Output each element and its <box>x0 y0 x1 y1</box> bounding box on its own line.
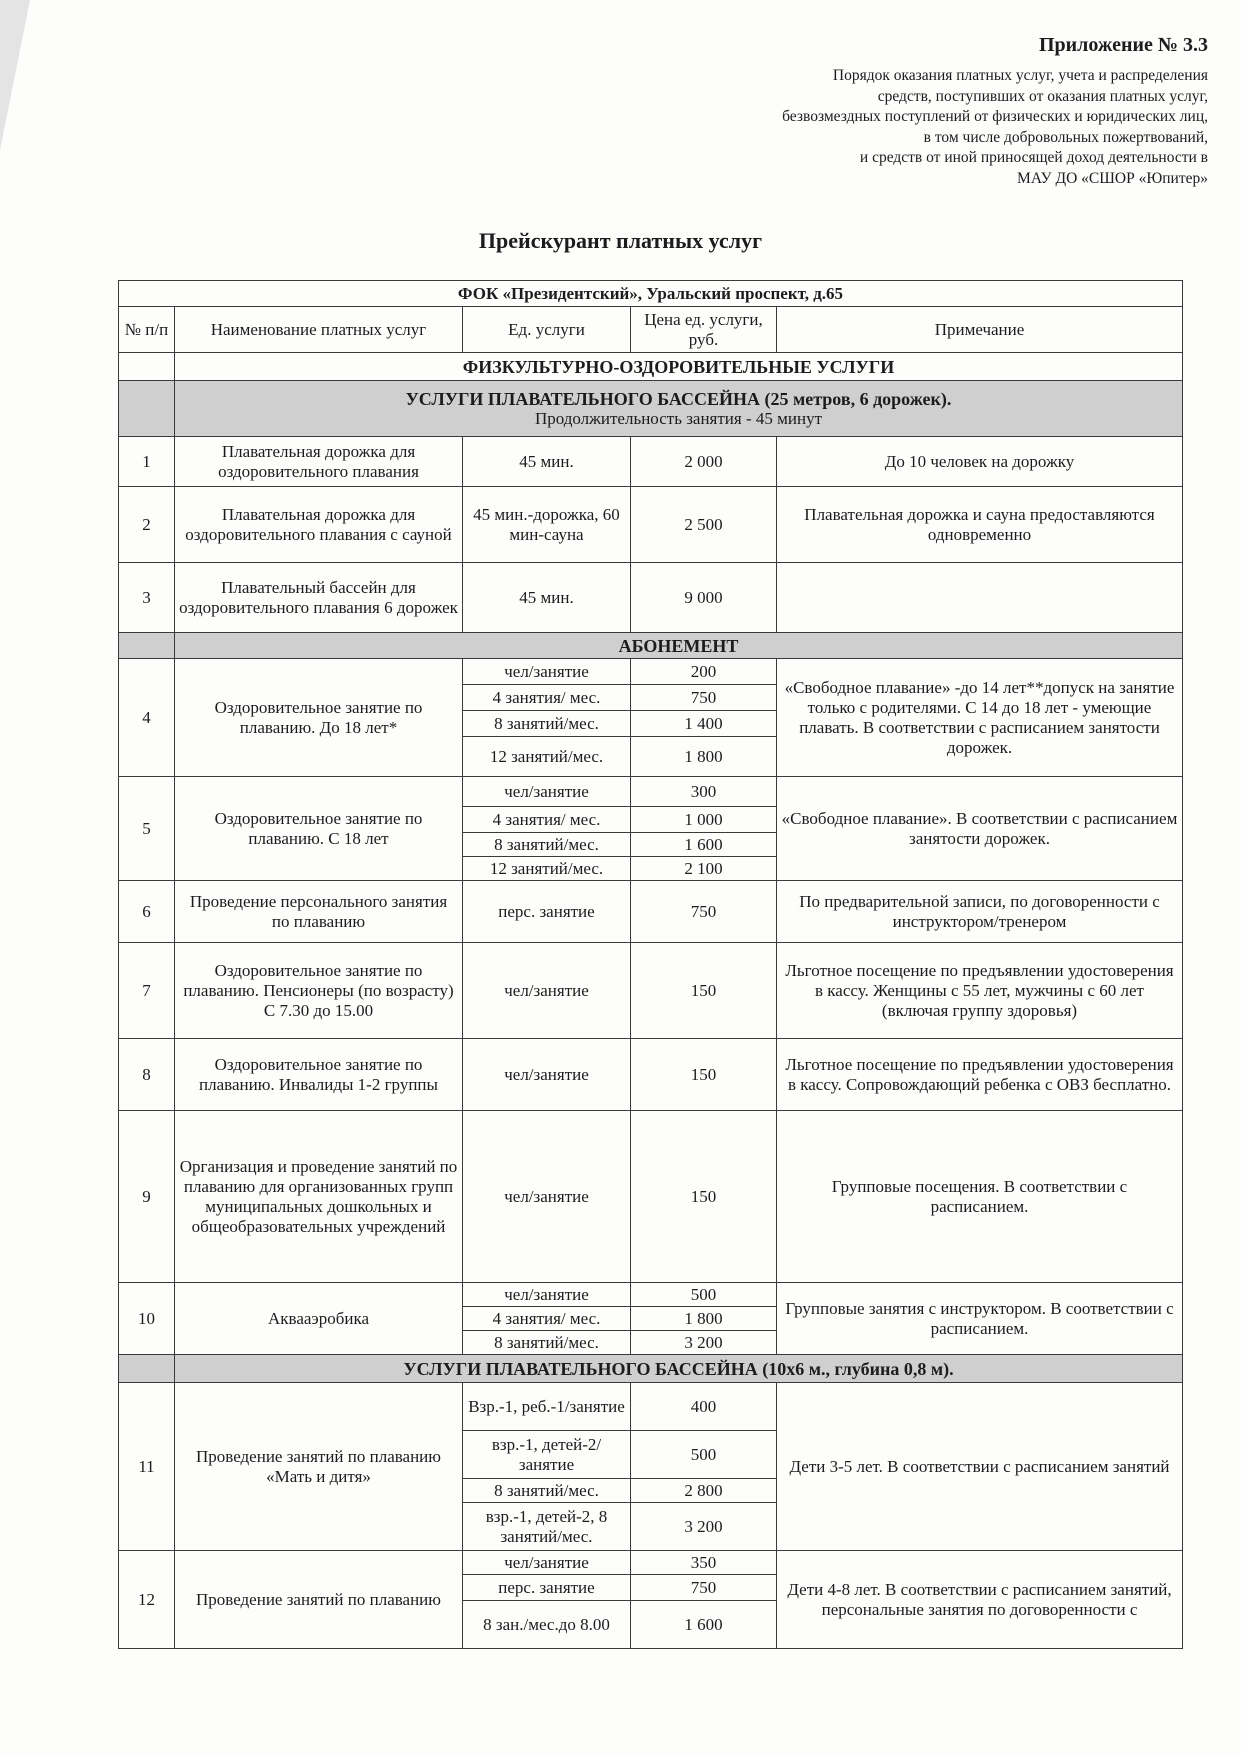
subscription-row <box>119 633 1183 659</box>
row-num: 5 <box>119 777 175 881</box>
procedure-reference <box>640 66 1208 189</box>
table-row <box>119 437 1183 487</box>
table-row <box>119 1283 1183 1307</box>
service-note: «Свободное плавание». В соответствии с расписанием занятости дорожек. <box>777 777 1183 881</box>
table-row <box>119 881 1183 943</box>
service-price: 2 100 <box>631 857 777 881</box>
service-note: Дети 3-5 лет. В соответствии с расписанием занятий <box>777 1383 1183 1551</box>
service-price: 2 000 <box>631 437 777 487</box>
service-name: Плавательный бассейн для оздоровительного плавания 6 дорожек <box>175 563 463 633</box>
service-unit: перс. занятие <box>463 1575 631 1601</box>
service-price: 3 200 <box>631 1331 777 1355</box>
service-unit: 4 занятия/ мес. <box>463 685 631 711</box>
procedure-line: и средств от иной приносящей доход деятельности в <box>859 149 1208 166</box>
service-price: 9 000 <box>631 563 777 633</box>
row-num: 8 <box>119 1039 175 1111</box>
service-note: Групповые посещения. В соответствии с расписанием. <box>777 1111 1183 1283</box>
service-name: Организация и проведение занятий по плаванию для организованных групп муниципальных дошкольных и общеобразовательных учреждений <box>175 1111 463 1283</box>
service-unit: 8 занятий/мес. <box>463 833 631 857</box>
table-row <box>119 1111 1183 1283</box>
service-price: 3 200 <box>631 1503 777 1551</box>
service-note <box>777 563 1183 633</box>
procedure-line: безвозмездных поступлений от физических и юридических лиц, <box>782 108 1208 125</box>
row-num: 1 <box>119 437 175 487</box>
pool-section-header <box>175 381 1183 437</box>
empty-cell <box>119 353 175 381</box>
service-unit: чел/занятие <box>463 659 631 685</box>
empty-cell <box>119 633 175 659</box>
table-row <box>119 487 1183 563</box>
row-num: 9 <box>119 1111 175 1283</box>
table-row <box>119 1551 1183 1575</box>
empty-cell <box>119 1355 175 1383</box>
service-price: 2 500 <box>631 487 777 563</box>
service-price: 400 <box>631 1383 777 1431</box>
service-note: «Свободное плавание» -до 14 лет**допуск на занятие только с родителями. С 14 до 18 лет - умеющие плавать. В соответствии с расписанием занятости дорожек. <box>777 659 1183 777</box>
pool-section-row <box>119 381 1183 437</box>
service-name: Аквааэробика <box>175 1283 463 1355</box>
service-name: Плавательная дорожка для оздоровительного плавания с сауной <box>175 487 463 563</box>
service-unit: чел/занятие <box>463 1039 631 1111</box>
table-row <box>119 1383 1183 1431</box>
service-price: 1 800 <box>631 1307 777 1331</box>
table-row <box>119 943 1183 1039</box>
service-name: Оздоровительное занятие по плаванию. Пенсионеры (по возрасту) С 7.30 до 15.00 <box>175 943 463 1039</box>
table-row <box>119 1039 1183 1111</box>
service-price: 150 <box>631 1111 777 1283</box>
procedure-line: МАУ ДО «СШОР «Юпитер» <box>1017 169 1208 187</box>
service-price: 1 400 <box>631 711 777 737</box>
table-row <box>119 659 1183 685</box>
empty-cell <box>119 381 175 437</box>
service-unit: чел/занятие <box>463 943 631 1039</box>
small-pool-section-title: УСЛУГИ ПЛАВАТЕЛЬНОГО БАССЕЙНА (10х6 м., глубина 0,8 м). <box>175 1355 1183 1383</box>
row-num: 4 <box>119 659 175 777</box>
row-num: 10 <box>119 1283 175 1355</box>
service-unit: чел/занятие <box>463 777 631 807</box>
service-name: Оздоровительное занятие по плаванию. До 18 лет* <box>175 659 463 777</box>
row-num: 6 <box>119 881 175 943</box>
service-unit: 8 занятий/мес. <box>463 1331 631 1355</box>
service-name: Оздоровительное занятие по плаванию. С 18 лет <box>175 777 463 881</box>
service-price: 750 <box>631 1575 777 1601</box>
service-unit: 45 мин. <box>463 437 631 487</box>
procedure-line: в том числе добровольных пожертвований, <box>923 128 1208 146</box>
service-price: 1 800 <box>631 737 777 777</box>
service-unit: 4 занятия/ мес. <box>463 807 631 833</box>
table-row <box>119 563 1183 633</box>
service-name: Проведение занятий по плаванию <box>175 1551 463 1649</box>
service-name: Плавательная дорожка для оздоровительного плавания <box>175 437 463 487</box>
service-price: 750 <box>631 881 777 943</box>
category-row <box>119 353 1183 381</box>
header-name: Наименование платных услуг <box>175 307 463 353</box>
service-note: По предварительной записи, по договоренности с инструктором/тренером <box>777 881 1183 943</box>
header-unit: Ед. услуги <box>463 307 631 353</box>
service-unit: перс. занятие <box>463 881 631 943</box>
service-unit: 12 занятий/мес. <box>463 737 631 777</box>
service-price: 500 <box>631 1431 777 1479</box>
header-row <box>119 307 1183 353</box>
service-note: Плавательная дорожка и сауна предоставляются одновременно <box>777 487 1183 563</box>
row-num: 12 <box>119 1551 175 1649</box>
procedure-line: средств, поступивших от оказания платных услуг, <box>877 87 1208 105</box>
procedure-line: Порядок оказания платных услуг, учета и распределения <box>832 67 1208 84</box>
service-price: 500 <box>631 1283 777 1307</box>
header-price: Цена ед. услуги, руб. <box>631 307 777 353</box>
service-name: Проведение занятий по плаванию «Мать и дитя» <box>175 1383 463 1551</box>
service-price: 750 <box>631 685 777 711</box>
service-unit: 4 занятия/ мес. <box>463 1307 631 1331</box>
subscription-title: АБОНЕМЕНТ <box>175 633 1183 659</box>
service-unit: 45 мин. <box>463 563 631 633</box>
service-unit: 8 зан./мес.до 8.00 <box>463 1601 631 1649</box>
facility-row <box>119 281 1183 307</box>
row-num: 11 <box>119 1383 175 1551</box>
header-note: Примечание <box>777 307 1183 353</box>
service-price: 2 800 <box>631 1479 777 1503</box>
service-unit: чел/занятие <box>463 1551 631 1575</box>
service-price: 200 <box>631 659 777 685</box>
service-note: Льготное посещение по предъявлении удостоверения в кассу. Сопровождающий ребенка с ОВЗ бесплатно. <box>777 1039 1183 1111</box>
service-price: 150 <box>631 943 777 1039</box>
service-price: 1 000 <box>631 807 777 833</box>
service-unit: чел/занятие <box>463 1283 631 1307</box>
service-unit: 45 мин.-дорожка, 60 мин-сауна <box>463 487 631 563</box>
small-pool-section-row <box>119 1355 1183 1383</box>
facility-name: ФОК «Президентский», Уральский проспект, д.65 <box>119 281 1183 307</box>
pool-section-title: УСЛУГИ ПЛАВАТЕЛЬНОГО БАССЕЙНА (25 метров, 6 дорожек). <box>405 388 952 409</box>
service-note: До 10 человек на дорожку <box>777 437 1183 487</box>
service-name: Проведение персонального занятия по плаванию <box>175 881 463 943</box>
service-unit: 12 занятий/мес. <box>463 857 631 881</box>
service-note: Дети 4-8 лет. В соответствии с расписанием занятий, персональные занятия по договоренности с <box>777 1551 1183 1649</box>
header-num: № п/п <box>119 307 175 353</box>
service-unit: взр.-1, детей-2/занятие <box>463 1431 631 1479</box>
service-price: 150 <box>631 1039 777 1111</box>
row-num: 3 <box>119 563 175 633</box>
service-note: Групповые занятия с инструктором. В соответствии с расписанием. <box>777 1283 1183 1355</box>
scan-corner-fold <box>0 0 30 150</box>
category-title: ФИЗКУЛЬТУРНО-ОЗДОРОВИТЕЛЬНЫЕ УСЛУГИ <box>175 353 1183 381</box>
document-title: Прейскурант платных услуг <box>478 228 763 253</box>
service-price: 1 600 <box>631 1601 777 1649</box>
service-note: Льготное посещение по предъявлении удостоверения в кассу. Женщины с 55 лет, мужчины с 60 лет (включая группу здоровья) <box>777 943 1183 1039</box>
row-num: 2 <box>119 487 175 563</box>
table-row <box>119 777 1183 807</box>
pool-section-subtitle: Продолжительность занятия - 45 минут <box>534 408 823 428</box>
service-price: 350 <box>631 1551 777 1575</box>
service-unit: Взр.-1, реб.-1/занятие <box>463 1383 631 1431</box>
appendix-number: Приложение № 3.3 <box>1038 34 1208 56</box>
service-price: 300 <box>631 777 777 807</box>
service-price: 1 600 <box>631 833 777 857</box>
service-unit: 8 занятий/мес. <box>463 711 631 737</box>
row-num: 7 <box>119 943 175 1039</box>
service-unit: 8 занятий/мес. <box>463 1479 631 1503</box>
service-unit: взр.-1, детей-2, 8 занятий/мес. <box>463 1503 631 1551</box>
service-unit: чел/занятие <box>463 1111 631 1283</box>
price-list-table <box>118 280 1183 1649</box>
service-name: Оздоровительное занятие по плаванию. Инвалиды 1-2 группы <box>175 1039 463 1111</box>
